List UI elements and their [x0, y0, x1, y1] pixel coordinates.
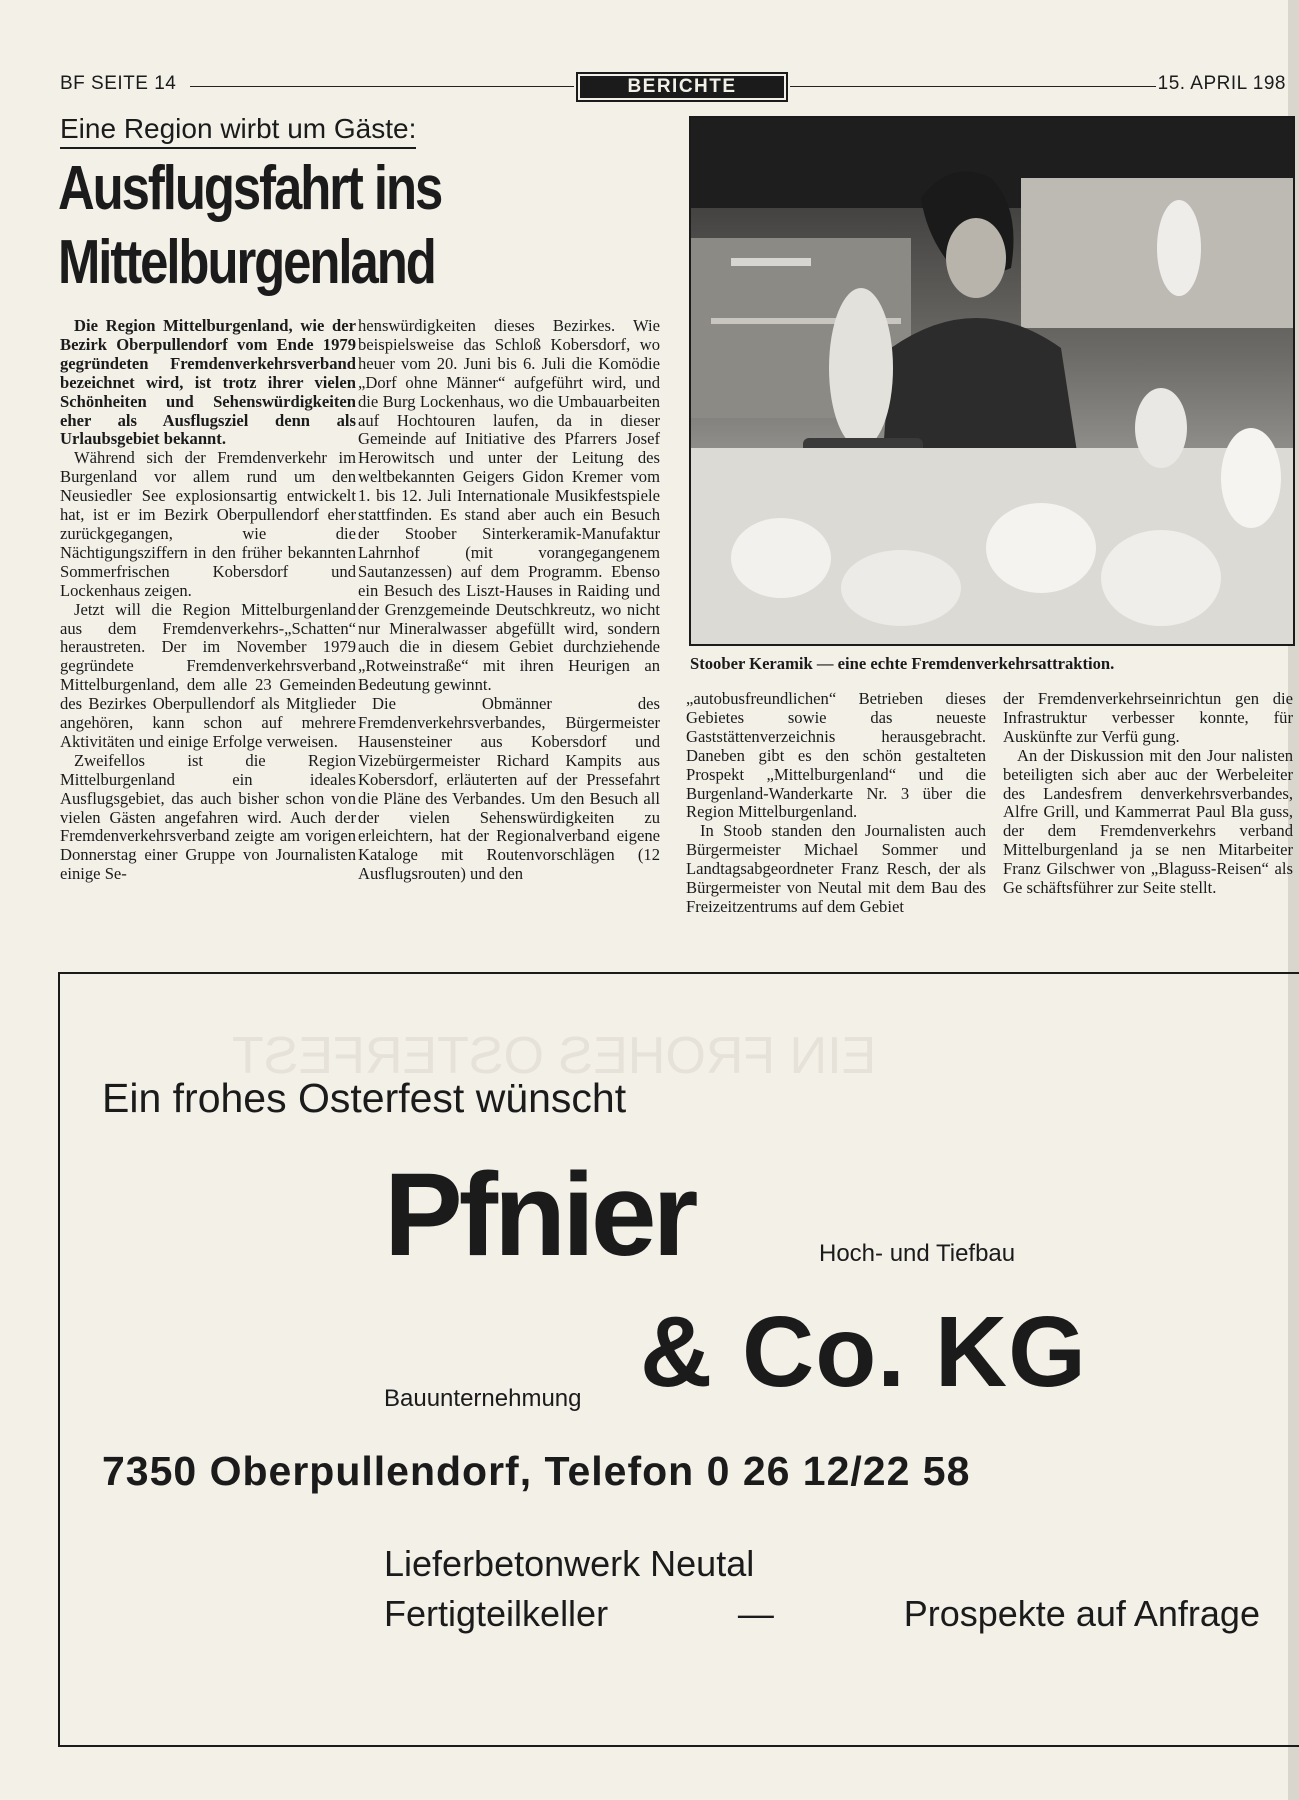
company-legal-form: & Co. KG	[640, 1296, 1087, 1408]
body-paragraph: Während sich der Fremdenverkehr im Burgenland vor allem rund um den Neusiedler See explosionsartig entwickelt hat, ist er im Bezirk Oberpullendorf eher zurückgegangen, wie die Nächtigungsziffern in den früher bekannten Sommerfrischen Kobersdorf und Lockenhaus zeigen.	[60, 448, 356, 600]
article-headline	[58, 152, 550, 300]
body-paragraph: der Fremdenverkehrseinrichtun gen die Infrastruktur verbesser konnte, für Auskünfte zur Verfü gung.	[1003, 689, 1293, 746]
ad-prefab-line	[384, 1593, 1260, 1635]
body-paragraph: henswürdigkeiten dieses Bezirkes. Wie beispielsweise das Schloß Kobersdorf, wo heuer vom 20. Juni bis 6. Juli die Komödie „Dorf ohne Männer“ aufgeführt wird, und die Burg Lockenhaus, wo die Umbauarbeiten auf Hochtouren laufen, da in dieser Gemeinde auf Initiative des Pfarrers Josef Herowitsch und unter der Leitung des weltbekannten Geigers Gidon Kremer vom 1. bis 12. Juli Internationale Musikfestspiele stattfinden. Es stand aber auch ein Besuch der Stoober Sinterkeramik-Manufaktur Lahrnhof (mit vorangegangenem Sautanzessen) auf dem Programm. Ebenso ein Besuch des Liszt-Hauses in Raiding und der Grenzgemeinde Deutschkreutz, wo nicht nur Mineralwasser abgefüllt wird, sondern auch die in diesem Gebiet durchziehende „Rotweinstraße“ mit ihren Heurigen an Bedeutung gewinnt.	[358, 316, 660, 695]
ceramics-photo	[689, 116, 1295, 646]
body-paragraph: Zweifellos ist die Region Mittelburgenland ein ideales Ausflugsgebiet, das auch bisher schon von vielen Gästen angefahren wird. Auch der Fremdenverkehrsverband zeigte am vorigen Donnerstag einer Gruppe von Journalisten einige Se-	[60, 750, 356, 884]
article-column-1	[60, 317, 356, 884]
headline-line-2: Mittelburgenland	[58, 228, 435, 297]
article-column-3	[686, 690, 986, 917]
ad-brochures: Prospekte auf Anfrage	[903, 1593, 1260, 1634]
header-rule-left	[190, 86, 574, 87]
company-subtitle-construction: Hoch- und Tiefbau	[819, 1240, 1016, 1267]
section-badge	[576, 72, 788, 102]
photo-caption: Stoober Keramik — eine echte Fremdenverkehrsattraktion.	[690, 654, 1115, 673]
ad-showthrough-text: EIN FROHES OSTERFEST	[232, 1027, 877, 1085]
article-kicker: Eine Region wirbt um Gäste:	[60, 112, 416, 149]
ad-dash: —	[737, 1593, 774, 1634]
company-address: 7350 Oberpullendorf, Telefon 0 26 12/22 58	[102, 1448, 971, 1494]
photo-illustration	[691, 118, 1293, 644]
section-label: BERICHTE	[580, 76, 784, 98]
company-subtitle-building: Bauunternehmung	[384, 1385, 582, 1412]
company-name: Pfnier	[384, 1149, 695, 1281]
lead-paragraph: Die Region Mittelburgenland, wie der Bezirk Oberpullendorf vom Ende 1979 gegründeten Fremdenverkehrsverband bezeichnet wird, ist trotz ihrer vielen Schönheiten und Sehenswürdigkeiten eher als Ausflugsziel denn als Urlaubsgebiet bekannt.	[60, 316, 356, 449]
ad-greeting: Ein frohes Osterfest wünscht	[102, 1075, 627, 1121]
page-label: BF SEITE 14	[60, 73, 177, 94]
header-rule-right	[790, 86, 1156, 87]
ad-prefab-basement: Fertigteilkeller	[384, 1593, 609, 1634]
article-column-2	[358, 317, 660, 884]
body-paragraph: „autobusfreundlichen“ Betrieben dieses Gebietes sowie das neueste Gaststättenverzeichnis herausgebracht. Daneben gibt es den schön gestalteten Prospekt „Mittelburgenland“ und die Burgenland-Wanderkarte Nr. 3 über die Region Mittelburgenland.	[686, 689, 986, 822]
headline-line-1: Ausflugsfahrt ins	[58, 154, 442, 223]
issue-date: 15. APRIL 198	[1157, 73, 1286, 94]
article-column-4	[1003, 690, 1293, 898]
body-paragraph: Jetzt will die Region Mittelburgenland aus dem Fremdenverkehrs-„Schatten“ heraustreten. Der im November 1979 gegründete Fremdenverkehrsverband Mittelburgenland, dem alle 23 Gemeinden des Bezirkes Oberpullendorf als Mitglieder angehören, kann schon auf mehrere Aktivitäten und einige Erfolge verweisen.	[60, 599, 356, 751]
ad-concrete-plant: Lieferbetonwerk Neutal	[384, 1543, 755, 1584]
body-paragraph: Die Obmänner des Fremdenverkehrsverbandes, Bürgermeister Hausensteiner aus Kobersdorf und Vizebürgermeister Richard Kampits aus Kobersdorf, erläuterten auf der Pressefahrt die Pläne des Verbandes. Um den Besuch all der vielen Sehenswürdigkeiten zu erleichtern, hat der Regionalverband eigene Kataloge mit Routenvorschlägen (12 Ausflugsrouten) und den	[358, 694, 660, 884]
body-paragraph: An der Diskussion mit den Jour nalisten beteiligten sich aber auc der Werbeleiter des Landesfrem denverkehrsverbandes, Alfre Grill, und Kammerrat Paul Bla guss, der dem Fremdenverkehrs verband Mittelburgenland ja se nen Mitarbeiter Franz Gilschwer von „Blaguss-Reisen“ als Ge schäftsführer zur Seite stellt.	[1003, 745, 1293, 898]
body-paragraph: In Stoob standen den Journalisten auch Bürgermeister Michael Sommer und Landtagsabgeordneter Franz Resch, der als Bürgermeister von Neutal mit dem Bau des Freizeitzentrums auf dem Gebiet	[686, 821, 986, 916]
